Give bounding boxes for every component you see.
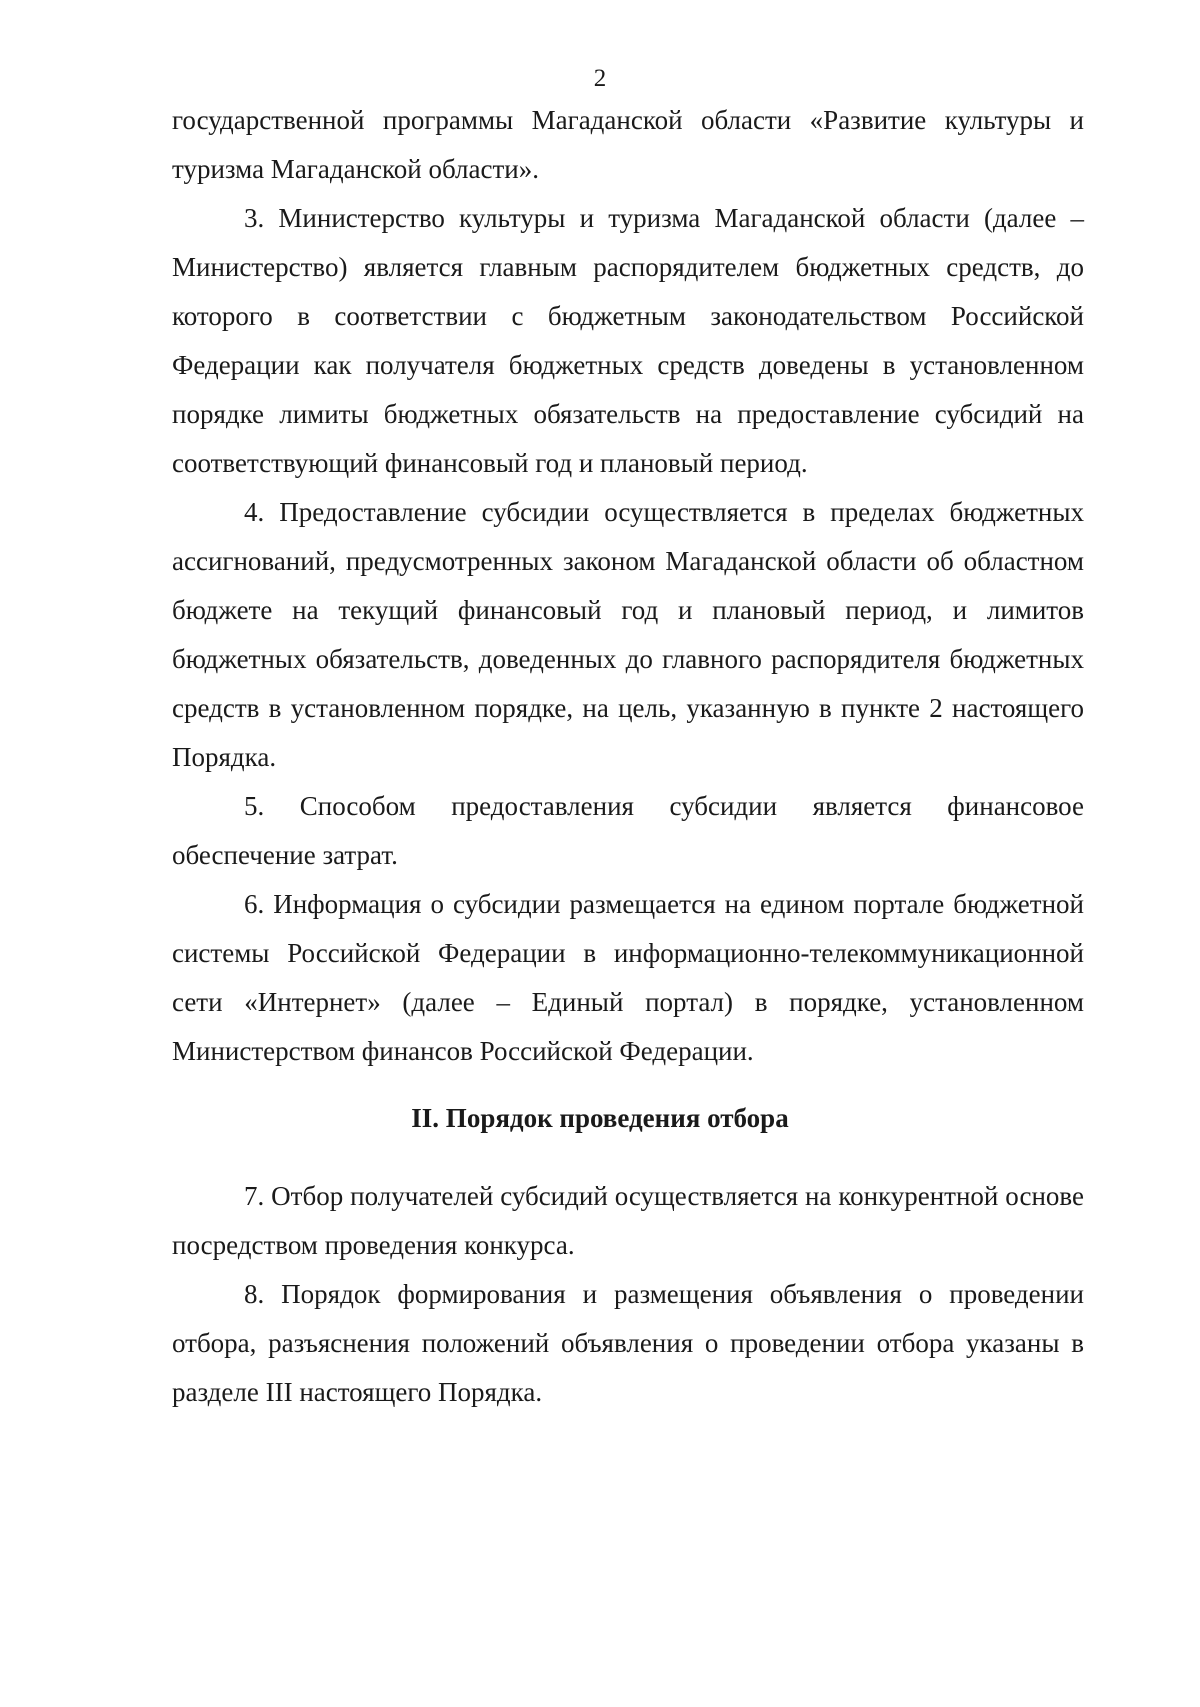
page-number: 2 [593,65,607,92]
body-text-block-2 [172,1172,1084,1417]
section-heading: II. Порядок проведения отбора [411,1103,789,1133]
paragraph-4: 4. Предоставление субсидии осуществляется в пределах бюджетных ассигнований, предусмотренных законом Магаданской области об областном бюджете на текущий финансовый год и плановый период, и лимитов бюджетных обязательств, доведенных до главного распорядителя бюджетных средств в установленном порядке, на цель, указанную в пункте 2 настоящего Порядка. [172,497,1084,772]
body-text-block-1 [172,96,1084,1076]
paragraph-3: 3. Министерство культуры и туризма Магаданской области (далее – Министерство) является главным распорядителем бюджетных средств, до которого в соответствии с бюджетным законодательством Российской Федерации как получателя бюджетных средств доведены в установленном порядке лимиты бюджетных обязательств на предоставление субсидий на соответствующий финансовый год и плановый период. [172,203,1084,478]
paragraph-7: 7. Отбор получателей субсидий осуществляется на конкурентной основе посредством проведения конкурса. [172,1181,1084,1260]
paragraph-6: 6. Информация о субсидии размещается на едином портале бюджетной системы Российской Федерации в информационно-телекоммуникационной сети «Интернет» (далее – Единый портал) в порядке, установленном Министерством финансов Российской Федерации. [172,889,1084,1066]
paragraph-8: 8. Порядок формирования и размещения объявления о проведении отбора, разъяснения положений объявления о проведении отбора указаны в разделе III настоящего Порядка. [172,1279,1084,1407]
paragraph-5: 5. Способом предоставления субсидии является финансовое обеспечение затрат. [172,791,1084,870]
paragraph-continuation: государственной программы Магаданской области «Развитие культуры и туризма Магаданской области». [172,105,1084,184]
